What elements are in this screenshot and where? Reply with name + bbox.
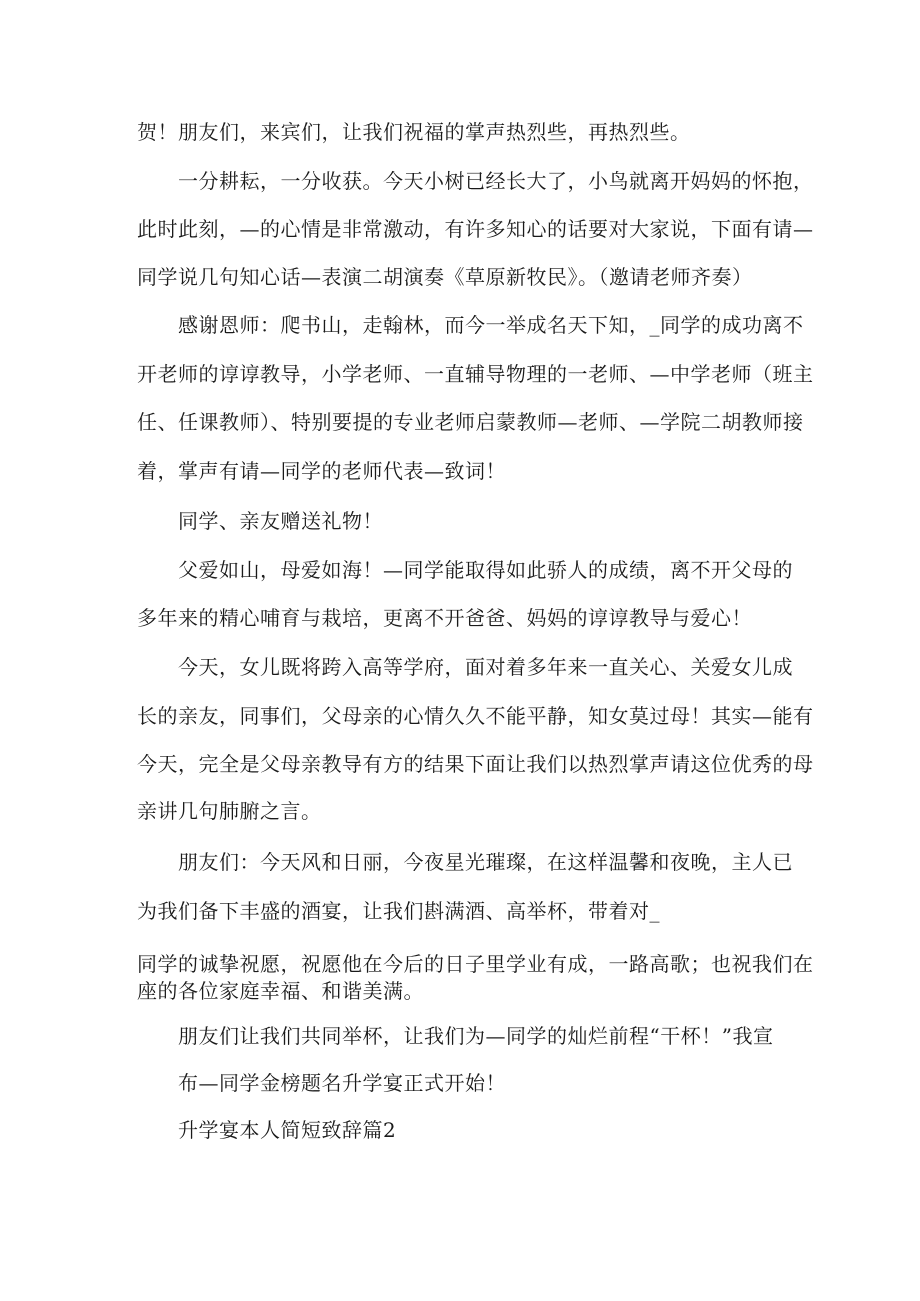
text-line-6: 开老师的谆谆教导，小学老师、一直辅导物理的一老师、—中学老师（班主 [137,362,814,386]
section-heading: 升学宴本人简短致辞篇2 [178,1118,397,1142]
text-line-7: 任、任课教师）、特别要提的专业老师启蒙教师—老师、—学院二胡教师接 [137,410,804,434]
text-line-20: 朋友们让我们共同举杯，让我们为—同学的灿烂前程“干杯！”我宣 [178,1024,774,1048]
text-line-10: 父爱如山，母爱如海！—同学能取得如此骄人的成绩，离不开父母的 [178,558,793,582]
text-line-12: 今天，女儿既将跨入高等学府，面对着多年来一直关心、关爱女儿成 [178,655,793,679]
text-line-13: 长的亲友，同事们，父母亲的心情久久不能平静，知女莫过母！其实—能有 [137,704,814,728]
text-line-8: 着，掌声有请—同学的老师代表—致词！ [137,459,506,483]
text-line-14: 今天，完全是父母亲教导有方的结果下面让我们以热烈掌声请这位优秀的母 [137,752,814,776]
text-line-4: 同学说几句知心话—表演二胡演奏《草原新牧民》。（邀请老师齐奏） [137,265,753,289]
text-line-1: 贺！朋友们，来宾们，让我们祝福的掌声热烈些，再热烈些。 [137,120,691,144]
text-line-15: 亲讲几句肺腑之言。 [137,799,322,823]
text-line-19: 座的各位家庭幸福、和谐美满。 [137,979,424,1003]
text-line-3: 此时此刻，—的心情是非常激动，有许多知心的话要对大家说，下面有请— [137,217,814,241]
text-line-16: 朋友们：今天风和日丽，今夜星光璀璨，在这样温馨和夜晚，主人已 [178,850,793,874]
text-line-11: 多年来的精心哺育与栽培，更离不开爸爸、妈妈的谆谆教导与爱心！ [137,606,752,630]
text-line-17: 为我们备下丰盛的酒宴，让我们斟满酒、高举杯，带着对_ [137,899,660,923]
text-line-9: 同学、亲友赠送礼物！ [178,509,383,533]
text-line-21: 布—同学金榜题名升学宴正式开始！ [178,1071,506,1095]
text-line-2: 一分耕耘，一分收获。今天小树已经长大了，小鸟就离开妈妈的怀抱， [178,169,814,193]
text-line-18: 同学的诚挚祝愿，祝愿他在今后的日子里学业有成，一路高歌；也祝我们在 [137,952,814,976]
text-line-5: 感谢恩师：爬书山，走翰林，而今一举成名天下知，_同学的成功离不 [178,313,804,337]
